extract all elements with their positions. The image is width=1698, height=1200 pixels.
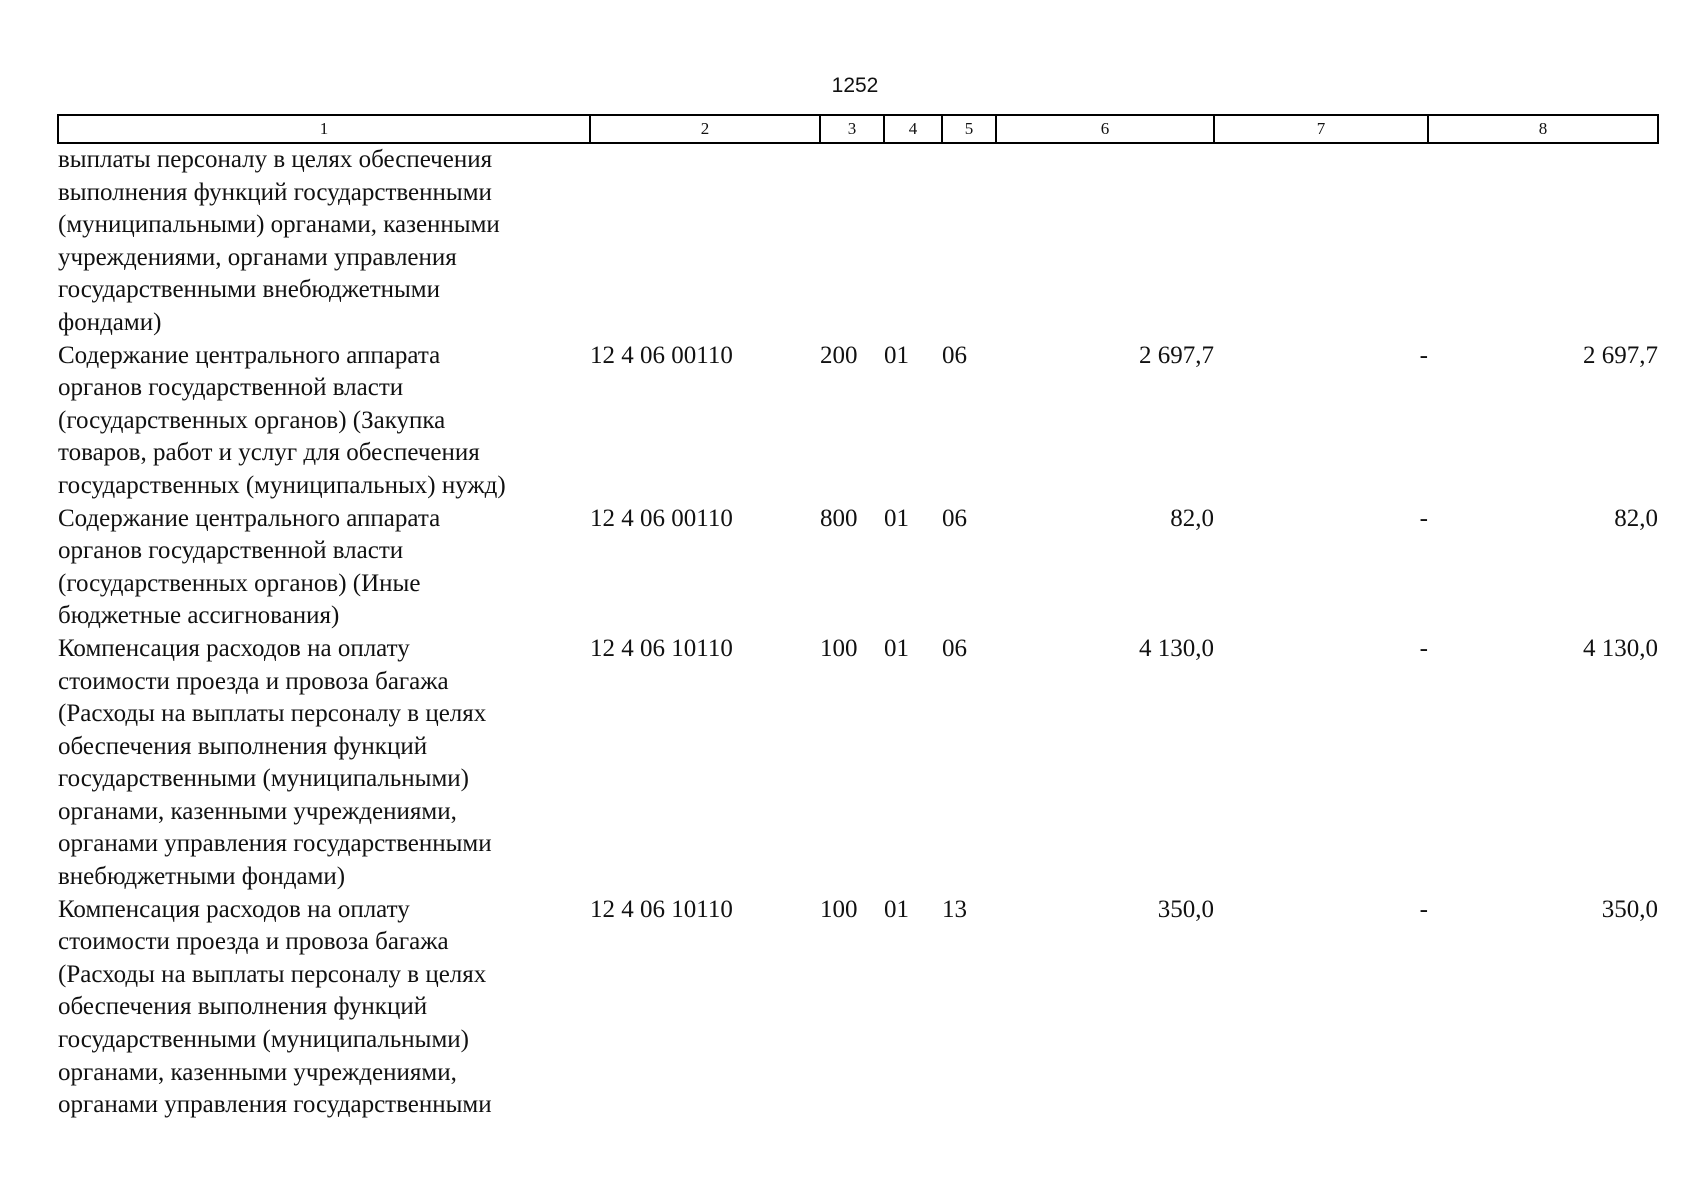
row-name: Содержание центрального аппарата органов государственной власти (государственных органов) (Закупка товаров, работ и услуг для обеспечения государственных (муниципальных) нужд) (58, 341, 506, 499)
row-rz: 01 (884, 504, 909, 532)
row-sum: 4 130,0 (1139, 634, 1214, 662)
row-rz: 01 (884, 341, 909, 369)
page-number: 1252 (831, 74, 879, 97)
row-total (1428, 143, 1658, 340)
row-change: - (1419, 895, 1428, 923)
row-vr: 200 (820, 341, 858, 369)
table-row (58, 143, 1658, 340)
row-pr (942, 143, 996, 340)
row-total: 82,0 (1614, 504, 1658, 532)
header-col-8: 8 (1428, 115, 1658, 143)
row-rz (884, 143, 942, 340)
header-col-2: 2 (590, 115, 820, 143)
row-total: 2 697,7 (1583, 341, 1658, 369)
row-total: 4 130,0 (1583, 634, 1658, 662)
row-rz: 01 (884, 895, 909, 923)
table-row (58, 340, 1658, 503)
row-total: 350,0 (1601, 895, 1658, 923)
row-sum (996, 143, 1214, 340)
row-vr: 800 (820, 504, 858, 532)
row-change: - (1419, 504, 1428, 532)
header-col-6: 6 (996, 115, 1214, 143)
row-code: 12 4 06 10110 (590, 895, 733, 923)
row-name: Содержание центрального аппарата органов государственной власти (государственных органов) (Иные бюджетные ассигнования) (58, 504, 441, 630)
row-vr (820, 143, 884, 340)
row-sum: 82,0 (1170, 504, 1214, 532)
row-change (1214, 143, 1428, 340)
row-code (590, 143, 820, 340)
row-sum: 2 697,7 (1139, 341, 1214, 369)
table-header (58, 115, 1658, 143)
row-pr: 06 (942, 504, 967, 532)
row-change: - (1419, 634, 1428, 662)
header-col-1: 1 (58, 115, 590, 143)
row-code: 12 4 06 10110 (590, 634, 733, 662)
row-name: Компенсация расходов на оплату стоимости проезда и провоза багажа (Расходы на выплаты персоналу в целях обеспечения выполнения функций государственными (муниципальными) органами, казенными учреждениями, органами управления государственными внебюджетными фондами) (58, 634, 492, 891)
row-name: Компенсация расходов на оплату стоимости проезда и провоза багажа (Расходы на выплаты персоналу в целях обеспечения выполнения функций государственными (муниципальными) органами, казенными учреждениями, органами управления государственными (58, 895, 492, 1119)
header-col-7: 7 (1214, 115, 1428, 143)
header-row (58, 115, 1658, 143)
row-code: 12 4 06 00110 (590, 504, 733, 532)
header-col-5: 5 (942, 115, 996, 143)
row-vr: 100 (820, 895, 858, 923)
row-code: 12 4 06 00110 (590, 341, 733, 369)
row-pr: 13 (942, 895, 967, 923)
row-name: выплаты персоналу в целях обеспечения выполнения функций государственными (муниципальными) органами, казенными учреждениями, органами управления государственными внебюджетными фондами) (58, 146, 500, 336)
budget-table (57, 114, 1659, 1122)
table-row (58, 503, 1658, 633)
table-row (58, 633, 1658, 894)
row-sum: 350,0 (1157, 895, 1214, 923)
row-change: - (1419, 341, 1428, 369)
row-pr: 06 (942, 341, 967, 369)
table-row (58, 894, 1658, 1122)
row-vr: 100 (820, 634, 858, 662)
row-pr: 06 (942, 634, 967, 662)
table-body (58, 143, 1658, 1122)
row-rz: 01 (884, 634, 909, 662)
header-col-4: 4 (884, 115, 942, 143)
header-col-3: 3 (820, 115, 884, 143)
